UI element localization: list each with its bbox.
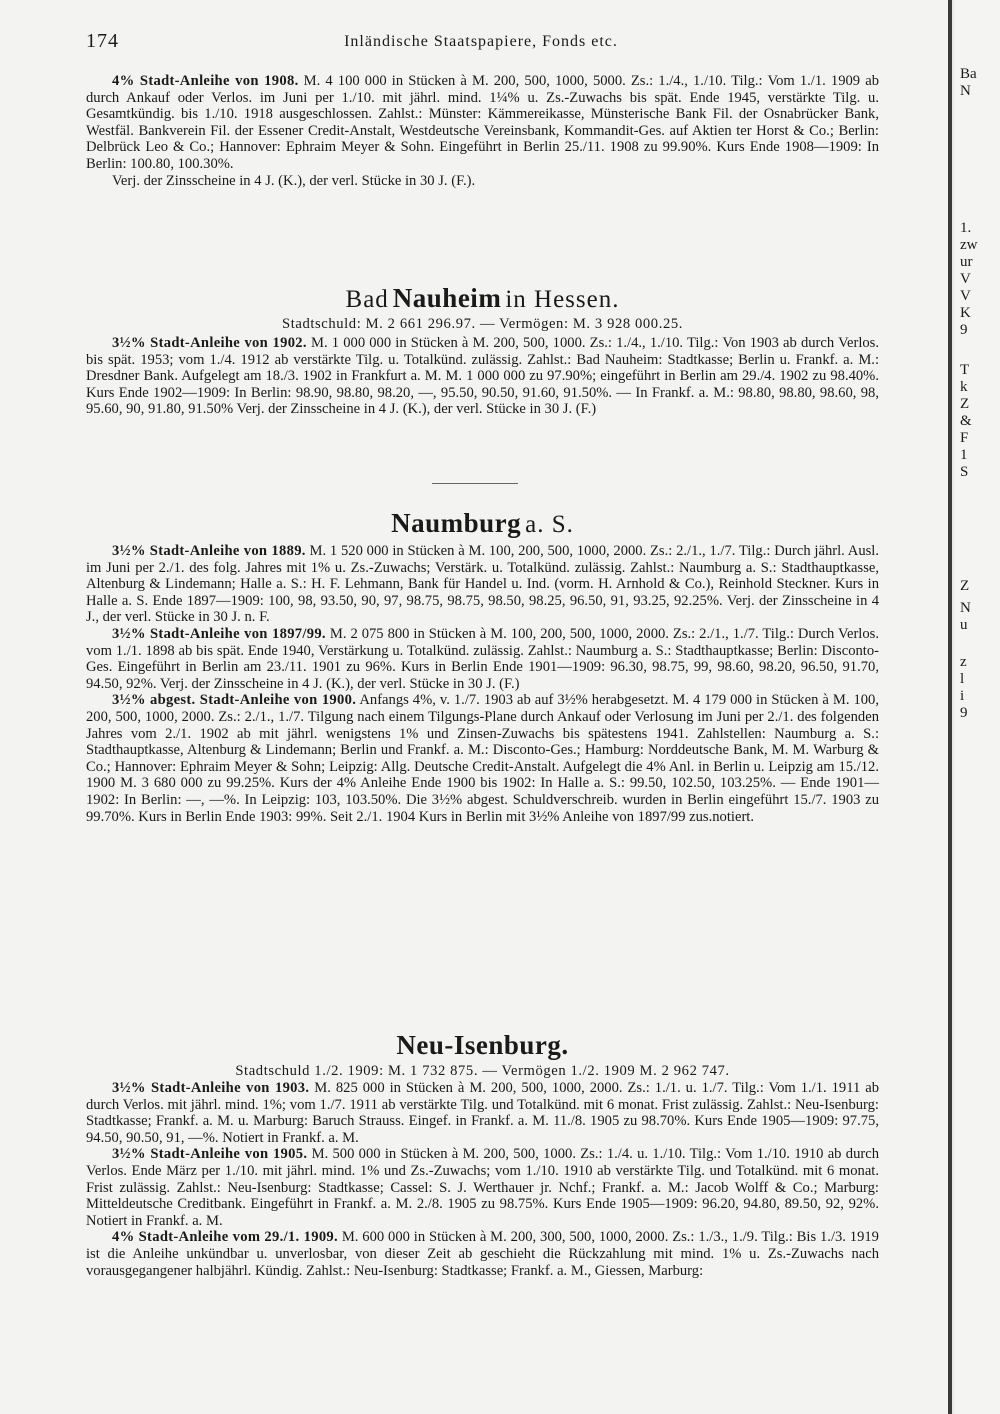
loan-body: M. 600 000 in Stücken à M. 200, 300, 500, 1000, 2000. Zs.: 1./3., 1./9. Tilg.: Bis 1./3. 1919 ist die Anleihe unkündbar u. unverlosbar, von dieser Zeit ab geschieht die Rückzahlung mit mind. 1% u. Zs.-Zuwachs nach vorausgegangener halbjährl. Kündig. Zahlst.: Neu-Isenburg: Stadtkasse; Frankf. a. M., Giessen, Marburg: bbox=[86, 1229, 879, 1279]
page-gutter bbox=[948, 0, 952, 1414]
loan-heading: 4% Stadt-Anleihe von 1908. bbox=[112, 73, 299, 89]
neighbor-page-edge bbox=[954, 0, 1000, 1414]
neighbor-fragment: V bbox=[960, 271, 971, 287]
debt-line-bad-nauheim: Stadtschuld: M. 2 661 296.97. — Vermögen: M. 3 928 000.25. bbox=[282, 316, 683, 332]
loan-heading: 3½% Stadt-Anleihe von 1897/99. bbox=[112, 625, 326, 642]
neighbor-fragment: 1. bbox=[960, 220, 972, 236]
loan-body: Anfangs 4%, v. 1./7. 1903 ab auf 3½% herabgesetzt. M. 4 179 000 in Stücken à M. 100, 200, 500, 1000, 2000. Zs.: 2./1., 1./7. Tilgung nach einem Tilgungs-Plane durch Ankauf oder Verlosung im Juni per 2./1. des folgenden Jahres vom 2./1. 1902 ab mit jährl. wenigstens 1% und Zinsen-Zuwachs bis spätestens 1941. Zahlstellen: Naumburg a. S.: Stadthauptkasse, Altenburg & Lindemann; Berlin und Frankf. a. M.: Disconto-Ges.; Hamburg: Norddeutsche Bank, M. M. Warburg & Co.; Hannover: Ephraim Meyer & Sohn; Leipzig: Allg. Deutsche Credit-Anstalt. Aufgelegt die 4% Anl. in Berlin u. Leipzig am 15./12. 1900 M. 3 680 000 zu 99.25%. Kurs der 4% Anleihe Ende 1900 bis 1902: In Halle a. S.: 99.50, 102.50, 103.25%. — Ende 1901—1902: In Berlin: —, —%. In Leipzig: 103, 103.50%. Die 3½% abgest. Schuldverschreib. wurden in Berlin eingeführt 15./7. 1903 zu 99.70%. Kurs in Berlin Ende 1903: 99%. Seit 2./1. 1904 Kurs in Berlin mit 3½% Anleihe von 1897/99 zus.notiert. bbox=[86, 692, 879, 825]
title-prefix: Bad bbox=[345, 286, 389, 313]
loan-heading: 4% Stadt-Anleihe vom 29./1. 1909. bbox=[112, 1229, 338, 1246]
title-bold: Naumburg bbox=[391, 508, 522, 538]
debt-line-neu-isenburg: Stadtschuld 1./2. 1909: M. 1 732 875. — Vermögen 1./2. 1909 M. 2 962 747. bbox=[235, 1063, 730, 1079]
page-header bbox=[86, 30, 876, 56]
neighbor-fragment: z bbox=[960, 654, 967, 670]
title-suffix: in Hessen. bbox=[505, 286, 620, 313]
loan-body: M. 1 000 000 in Stücken à M. 200, 500, 1000. Zs.: 1./4., 1./10. Tilg.: Von 1903 ab durch Verlos. bis spät. 1953; vom 1./4. 1912 ab verstärkte Tilg. u. Totalkünd. zulässig. Zahlst.: Bad Nauheim: Stadtkasse; Berlin u. Frankf. a. M.: Dresdner Bank. Aufgelegt am 18./3. 1902 in Frankfurt a. M. M. 1 000 000 zu 97.90%; eingeführt in Berlin am 29./4. 1902 zu 98.40%. Kurs Ende 1902—1909: In Berlin: 98.90, 98.80, 98.20, —, 95.50, 90.50, 91.60, 91.50%. — In Frankf. a. M.: 98.80, 98.80, 98.60, 98, 95.60, 90, 91.80, 91.50% Verj. der Zinsscheine in 4 J. (K.), der verl. Stücke in 30 J. (F.) bbox=[86, 335, 880, 418]
naumburg-entries bbox=[86, 543, 879, 825]
loan-body: M. 825 000 in Stücken à M. 200, 500, 1000, 2000. Zs.: 1./1. u. 1./7. Tilg.: Vom 1./1. 1911 ab durch Verlos. mit jährl. mind. 1%; vom 1./7. 1911 ab verstärkte Tilg. und Totalkünd. mit 6 monat. Frist zulässig. Zahlst.: Neu-Isenburg: Stadtkasse; Frankf. a. M. u. Marburg: Baruch Strauss. Eingef. in Frankf. a. M. 11./8. 1905 zu 98.70%. Kurs Ende 1905—1909: 97.75, 94.50, 90.50, 91, —%. Notiert in Frankf. a. M. bbox=[86, 1080, 880, 1146]
bad-nauheim-entries bbox=[86, 335, 879, 418]
running-head: Inländische Staatspapiere, Fonds etc. bbox=[344, 33, 618, 50]
loan-paragraph bbox=[86, 1229, 879, 1279]
intro-entry bbox=[86, 73, 879, 189]
neighbor-fragment: Z bbox=[960, 396, 970, 412]
page-number: 174 bbox=[86, 30, 119, 52]
loan-paragraph bbox=[86, 1080, 879, 1146]
loan-heading: 3½% Stadt-Anleihe von 1902. bbox=[112, 335, 307, 351]
title-bold: Nauheim bbox=[392, 283, 502, 313]
neighbor-fragment: ur bbox=[960, 254, 973, 270]
loan-body: M. 500 000 in Stücken à M. 200, 500, 1000. Zs.: 1./4. u. 1./10. Tilg.: Vom 1./10. 1910 ab durch Verlos. Ende März per 1./10. mit jährl. mind. 1% und Zs.-Zuwachs; vom 1./10. 1910 ab verstärkte Tilg. und Totalkünd. mit 6 monat. Frist zulässig. Zahlst.: Neu-Isenburg: Stadtkasse; Cassel: S. J. Werthauer jr. Nchf.; Frankf. a. M.: Jacob Wolff & Co.; Marburg: Mitteldeutsche Creditbank. Eingeführt in Frankf. a. M. 2./8. 1905 zu 98.75%. Kurs Ende 1905—1909: 96.20, 94.80, 89.50, 92, 92%. Notiert in Frankf. a. M. bbox=[86, 1146, 879, 1229]
loan-paragraph bbox=[86, 335, 879, 418]
title-bold: Neu-Isenburg. bbox=[396, 1030, 569, 1060]
section-title-bad-nauheim bbox=[86, 283, 879, 314]
neighbor-fragment: 1 bbox=[960, 447, 968, 463]
neighbor-fragment: Ba bbox=[960, 66, 977, 82]
loan-paragraph bbox=[86, 626, 879, 692]
loan-paragraph bbox=[86, 543, 879, 626]
neighbor-fragment: l bbox=[960, 671, 965, 687]
neighbor-fragment: V bbox=[960, 288, 971, 304]
section-title-naumburg bbox=[86, 508, 879, 539]
neighbor-fragment: T bbox=[960, 362, 970, 378]
neighbor-fragment: N bbox=[960, 600, 971, 616]
neighbor-fragment: K bbox=[960, 305, 971, 321]
neu-isenburg-entries bbox=[86, 1080, 879, 1279]
loan-heading: 3½% Stadt-Anleihe von 1905. bbox=[112, 1146, 308, 1163]
loan-paragraph bbox=[86, 692, 879, 825]
loan-heading: 3½% Stadt-Anleihe von 1889. bbox=[112, 543, 306, 559]
neighbor-fragment: F bbox=[960, 430, 969, 446]
neighbor-fragment: S bbox=[960, 464, 969, 480]
neighbor-fragment: & bbox=[960, 413, 972, 429]
neighbor-fragment: u bbox=[960, 617, 968, 633]
neighbor-fragment: 9 bbox=[960, 705, 968, 721]
intro-verj: Verj. der Zinsscheine in 4 J. (K.), der verl. Stücke in 30 J. (F.). bbox=[112, 172, 476, 189]
neighbor-fragment: N bbox=[960, 83, 971, 99]
intro-paragraph bbox=[86, 73, 879, 173]
neighbor-fragment: k bbox=[960, 379, 968, 395]
title-suffix: a. S. bbox=[525, 511, 574, 538]
loan-paragraph bbox=[86, 1146, 879, 1229]
neighbor-fragment: Z bbox=[960, 578, 970, 594]
neighbor-fragment: 9 bbox=[960, 322, 968, 338]
loan-body: M. 2 075 800 in Stücken à M. 100, 200, 500, 1000, 2000. Zs.: 2./1., 1./7. Tilg.: Durch Verlos. vom 1./1. 1898 ab bis spät. Ende 1940, Verstärkung u. Totalkünd. zulässig. Zahlst.: Naumburg a. S.: Stadthauptkasse; Berlin: Disconto-Ges. Eingeführt in Berlin am 23./11. 1901 zu 96%. Kurs in Berlin Ende 1901—1909: 96.30, 98.75, 99, 98.60, 98.20, 96.50, 91.70, 94.50, 92%. Verj. der Zinsscheine in 4 J. (K.), der verl. Stücke in 30 J. (F.) bbox=[86, 625, 879, 692]
neighbor-fragment: zw bbox=[960, 237, 978, 253]
loan-heading: 3½% abgest. Stadt-Anleihe von 1900. bbox=[112, 692, 357, 709]
section-divider bbox=[432, 483, 518, 484]
loan-body: M. 4 100 000 in Stücken à M. 200, 500, 1000, 5000. Zs.: 1./4., 1./10. Tilg.: Vom 1./1. 1909 ab durch Ankauf oder Verlos. im Juni per 1./10. mit jährl. mind. 1¼% u. Zs.-Zuwachs bis spät. Ende 1945, verstärkte Tilg. u. Gesamtkündig. bis 1./10. 1918 ausgeschlossen. Zahlst.: Münster: Kämmereikasse, Münsterische Bank Fil. der Osnabrücker Bank, Westfäl. Bankverein Fil. der Essener Credit-Anstalt, Westdeutsche Vereinsbank, Kommandit-Ges. auf Aktien ter Horst & Co.; Berlin: Delbrück Leo & Co.; Hannover: Ephraim Meyer & Sohn. Eingeführt in Berlin 25./11. 1908 zu 99.90%. Kurs Ende 1908—1909: In Berlin: 100.80, 100.30%. bbox=[86, 73, 879, 172]
neighbor-fragment: i bbox=[960, 688, 965, 704]
section-title-neu-isenburg bbox=[86, 1030, 879, 1061]
loan-body: M. 1 520 000 in Stücken à M. 100, 200, 500, 1000, 2000. Zs.: 2./1., 1./7. Tilg.: Durch jährl. Ausl. im Juni per 2./1. des folg. Jahres mit 1% u. Zs.-Zuwachs; Verstärk. u. Totalkünd. zulässig. Zahlst.: Naumburg a. S.: Stadthauptkasse, Altenburg & Lindemann; Halle a. S.: H. F. Lehmann, Bank für Handel u. Ind. (vorm. H. Arnhold & Co.), Reinhold Steckner. Kurs in Halle a. S. Ende 1897—1909: 100, 98, 93.50, 90, 97, 98.75, 98.75, 98.50, 98.25, 96.50, 91, 93.25, 92.25%. Verj. der Zinsscheine in 4 J., der verl. Stücke in 30 J. n. F. bbox=[86, 543, 880, 626]
loan-heading: 3½% Stadt-Anleihe von 1903. bbox=[112, 1080, 310, 1096]
